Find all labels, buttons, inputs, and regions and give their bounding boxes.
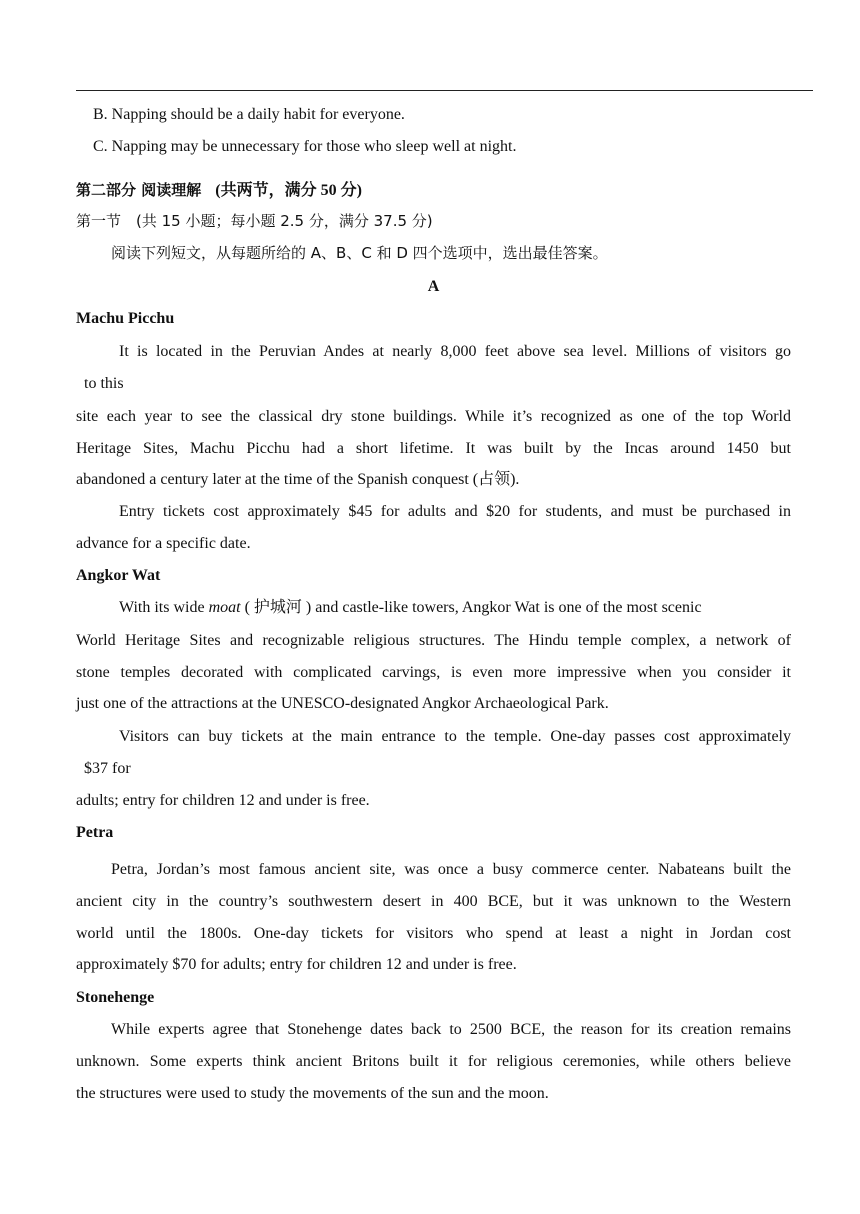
angkor-line-3: stone temples decorated with complicated carvings, is even more impressive when you consider it (76, 664, 791, 681)
angkor-line-2: World Heritage Sites and recognizable religious structures. The Hindu temple complex, a network of (76, 632, 791, 649)
angkor-line-1-end: ( 护城河 ) and castle-like towers, Angkor Wat is one of the most scenic (240, 599, 702, 616)
machu-line-5: abandoned a century later at the time of the Spanish conquest (占领). (76, 471, 520, 488)
passage-letter: A (427, 278, 440, 295)
subsection-heading: 第一节 (共 15 小题；每小题 2.5 分，满分 37.5 分) (76, 212, 433, 230)
stonehenge-line-2: unknown. Some experts think ancient Britons built it for religious ceremonies, while others believe (76, 1053, 791, 1070)
machu-line-7: advance for a specific date. (76, 535, 251, 552)
option-b: B. Napping should be a daily habit for everyone. (93, 106, 405, 123)
instruction: 阅读下列短文，从每题所给的 A、B、C 和 D 四个选项中，选出最佳答案。 (111, 244, 608, 262)
machu-line-4: Heritage Sites, Machu Picchu had a short lifetime. It was built by the Incas around 1450 but (76, 440, 791, 457)
machu-line-3: site each year to see the classical dry stone buildings. While it’s recognized as one of the top World (76, 408, 791, 425)
stonehenge-line-3: the structures were used to study the movements of the sun and the moon. (76, 1085, 549, 1102)
stonehenge-title: Stonehenge (76, 989, 155, 1006)
part-heading (76, 180, 791, 201)
machu-line-1: It is located in the Peruvian Andes at nearly 8,000 feet above sea level. Millions of visitors go (119, 343, 791, 360)
machu-line-2: to this (84, 375, 124, 392)
angkor-line-1-start: With its wide (119, 599, 209, 616)
petra-line-2: ancient city in the country’s southwestern desert in 400 BCE, but it was unknown to the Western (76, 893, 791, 910)
petra-line-4: approximately $70 for adults; entry for children 12 and under is free. (76, 956, 517, 973)
part-score: (共两节，满分 50 分) (215, 182, 362, 199)
petra-line-3: world until the 1800s. One-day tickets for visitors who spend at least a night in Jordan cost (76, 925, 791, 942)
angkor-moat-word: moat (208, 599, 241, 616)
angkor-title: Angkor Wat (76, 567, 161, 584)
machu-title: Machu Picchu (76, 310, 175, 327)
angkor-line-6: $37 for (84, 760, 131, 777)
header-rule (76, 90, 813, 91)
stonehenge-line-1: While experts agree that Stonehenge dates back to 2500 BCE, the reason for its creation remains (111, 1021, 791, 1038)
petra-line-1: Petra, Jordan’s most famous ancient site, was once a busy commerce center. Nabateans built the (111, 861, 791, 878)
part-title: 第二部分 阅读理解 (76, 181, 202, 199)
petra-title: Petra (76, 824, 114, 841)
angkor-line-5: Visitors can buy tickets at the main entrance to the temple. One-day passes cost approximately (119, 728, 791, 745)
angkor-line-1 (119, 598, 791, 618)
angkor-line-4: just one of the attractions at the UNESCO-designated Angkor Archaeological Park. (76, 695, 609, 712)
option-c: C. Napping may be unnecessary for those who sleep well at night. (93, 138, 517, 155)
machu-line-6: Entry tickets cost approximately $45 for adults and $20 for students, and must be purchased in (119, 503, 791, 520)
angkor-line-7: adults; entry for children 12 and under is free. (76, 792, 370, 809)
